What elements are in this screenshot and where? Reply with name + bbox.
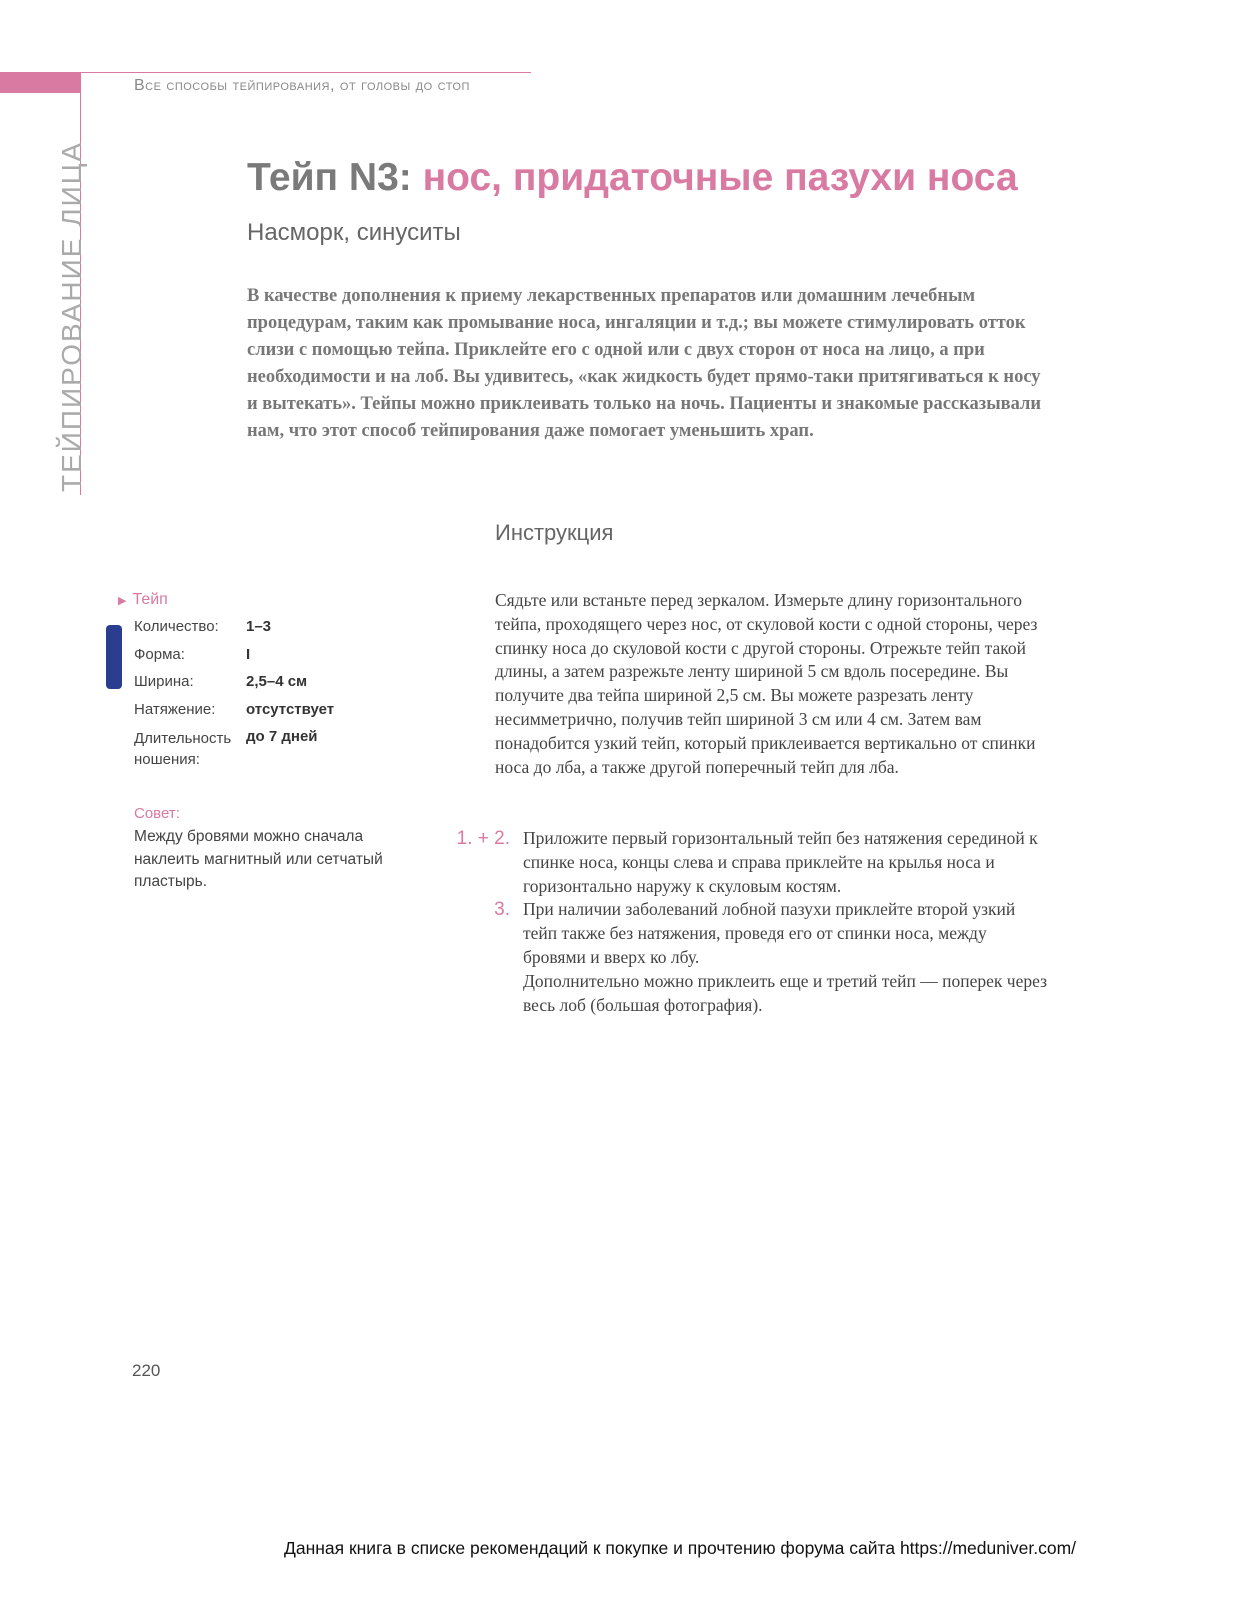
page-subtitle: Насморк, синуситы — [247, 219, 461, 246]
spec-value: 2,5–4 см — [246, 673, 308, 690]
step-item — [448, 898, 1048, 969]
intro-paragraph: В качестве дополнения к приему лекарственных препаратов или домашним лечебным процедурам, таким как промывание носа, ингаляции и т.д.; вы можете стимулировать отток слизи с помощью тейпа. Приклейте его с одной или с двух сторон от носа на лицо, а при необходимости и на лоб. Вы удивитесь, «как жидкость будет прямо-таки притягиваться к носу и вытекать». Тейпы можно приклеивать только на ночь. Пациенты и знакомые рассказывали нам, что этот способ тейпирования даже помогает уменьшить храп. — [247, 286, 1042, 441]
title-accent: нос, придаточные пазухи носа — [422, 156, 1018, 199]
spec-label: Натяжение: — [134, 700, 216, 718]
page-title — [247, 156, 1018, 200]
spec-value: отсутствует — [246, 700, 335, 718]
step-extra-text: Дополнительно можно приклеить еще и третий тейп — поперек через весь лоб (большая фотография). — [523, 970, 1047, 1015]
steps-list — [448, 827, 1048, 1017]
spec-label: Длительность ношения: — [134, 730, 232, 768]
spec-row — [134, 701, 334, 729]
running-head: Все способы тейпирования, от головы до стоп — [134, 77, 470, 94]
title-prefix: Тейп N3: — [247, 156, 412, 199]
spec-label: Ширина: — [134, 673, 194, 690]
step-number: 1. + 2. — [456, 828, 510, 849]
tape-color-bar — [106, 625, 122, 689]
section-side-label: ТЕЙПИРОВАНИЕ ЛИЦА — [56, 140, 87, 492]
tape-heading-label: Тейп — [132, 591, 168, 608]
instructions-heading: Инструкция — [495, 520, 614, 545]
step-item — [448, 827, 1048, 898]
tape-heading — [118, 591, 168, 609]
page-number: 220 — [132, 1361, 161, 1380]
instructions-text: Сядьте или встаньте перед зеркалом. Измерьте длину горизонтального тейпа, проходящего через нос, от скуловой кости с одной стороны, через спинку носа до скуловой кости с другой стороны. Отрежьте тейп такой длины, а затем разрежьте ленту шириной 5 см вдоль посередине. Вы получите два тейпа шириной 2,5 см. Вы можете разрезать ленту несимметрично, получив тейп шириной 3 см или 4 см. Затем вам понадобится узкий тейп, который приклеивается вертикально от спинки носа до лба, а также другой поперечный тейп для лба. — [495, 590, 1038, 777]
spec-value: I — [246, 645, 251, 663]
spec-label: Количество: — [134, 618, 219, 635]
section-color-tab — [0, 72, 81, 93]
header-rule — [81, 72, 531, 73]
step-text: При наличии заболеваний лобной пазухи приклейте второй узкий тейп также без натяжения, проведя его от спинки носа, между бровями и вверх ко лбу. — [523, 899, 1016, 967]
spec-value: 1–3 — [246, 618, 272, 635]
spec-row — [134, 646, 334, 674]
spec-value: до 7 дней — [246, 728, 318, 745]
footer-note: Данная книга в списке рекомендаций к покупке и прочтению форума сайта https://meduniver.com/ — [284, 1538, 1077, 1558]
triangle-right-icon: ▶ — [118, 595, 127, 607]
spec-row — [134, 618, 334, 646]
spec-row — [134, 673, 334, 701]
step-number: 3. — [494, 899, 510, 921]
spec-label: Форма: — [134, 645, 185, 663]
tip-text: Между бровями можно сначала наклеить магнитный или сетчатый пластырь. — [134, 828, 383, 890]
step-text: Приложите первый горизонтальный тейп без натяжения серединой к спинке носа, концы слева и справа приклейте на крылья носа и горизонтально наружу к скуловым костям. — [523, 828, 1038, 896]
spec-row — [134, 728, 334, 770]
tip-heading: Совет: — [134, 805, 180, 822]
tape-specs — [134, 618, 334, 770]
